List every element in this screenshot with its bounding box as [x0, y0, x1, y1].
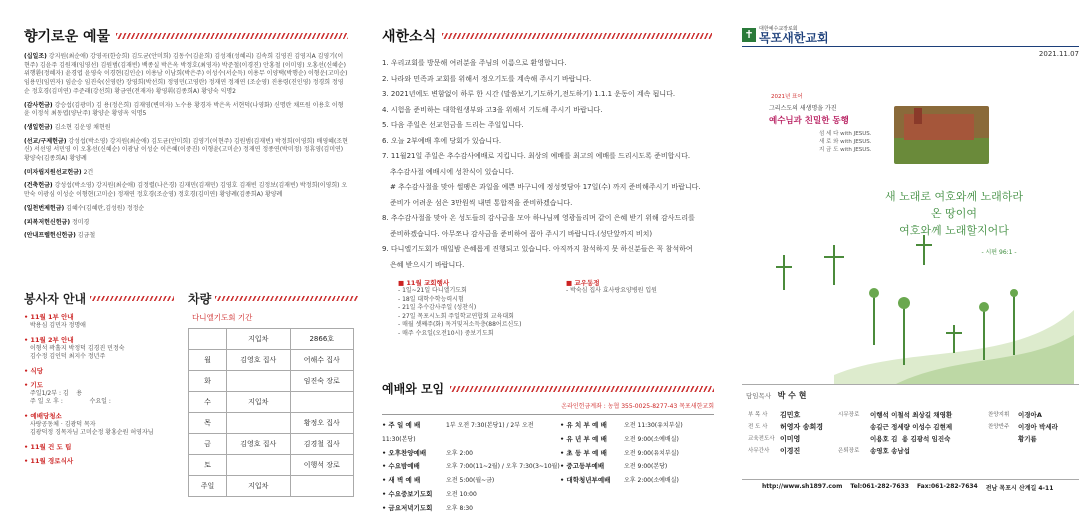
offering-names: 김금철 — [75, 232, 96, 240]
event-item: - 매주 수요일(오전10시) 중보기도회 — [398, 329, 494, 337]
denomination: 대한예수교장로회 — [759, 26, 798, 32]
offering-entry — [24, 138, 348, 164]
church-logo-icon: ✝ — [742, 28, 756, 42]
verse-line: 새 노래로 여호와께 노래하라 — [884, 190, 1023, 203]
title-divider — [116, 33, 348, 39]
news-item: 9. 다니엘기도회가 매일밤 은혜롭게 진행되고 있습니다. 아직까지 참석하지 못 하신분들은 꼭 참석하여 — [382, 245, 693, 253]
church-events — [398, 278, 566, 338]
staff-name: 김민호 — [780, 411, 801, 419]
website-link[interactable]: http://www.sh1897.com — [762, 483, 843, 490]
offering-label: (미자립지원선교헌금) — [24, 168, 82, 176]
table-cell: 지입차 — [227, 329, 291, 350]
table-cell: 지입차 — [227, 476, 291, 497]
motto-small: 그리스도의 새생명을 가진 — [769, 105, 837, 112]
worship-name: • 금요저녁기도회 — [382, 503, 433, 512]
table-cell: 목 — [189, 413, 227, 434]
member-news-list — [566, 287, 657, 296]
staff-role: 사무간사 — [748, 448, 770, 454]
offering-entry — [24, 219, 348, 228]
church-name-block — [759, 26, 829, 44]
offering-names: 김소현 김운영 채현원 — [52, 123, 111, 131]
column-news — [362, 0, 724, 516]
table-cell: 주일 — [189, 476, 227, 497]
worship-name: • 유 치 부 예 배 — [560, 421, 607, 429]
vehicle-subtitle: 다니엘기도회 기간 — [192, 313, 253, 322]
volunteer-heading: • 11월 1부 안내 — [24, 313, 74, 321]
motto-line: 섬 세 다 with JESUS. — [819, 131, 872, 137]
news-item: 준비하겠습니다. 아무쪼나 감사금을 준비하여 꼽아 주시기 바랍니다.(성단앞까지 비치) — [390, 229, 653, 238]
staff-name: 이경진 — [780, 447, 801, 455]
worship-name: • 수요중보기도회 — [382, 489, 433, 498]
worship-name: • 초 등 부 예 배 — [560, 448, 607, 457]
vehicle-title: 차량 — [188, 290, 358, 307]
table-row — [189, 413, 354, 434]
worship-row — [560, 447, 683, 461]
table-cell: 토 — [189, 455, 227, 476]
offering-entry — [24, 102, 348, 119]
title-divider — [450, 386, 714, 392]
staff-role: 부 목 사 — [748, 412, 768, 418]
news-item: 7. 11월21일 주일은 추수감사예배로 지킵니다. 최상의 예배를 최고의 예배를 드리시도록 준비합시다. — [382, 152, 691, 160]
motto-year: 2021년 표어 — [771, 94, 803, 100]
vehicle-section — [188, 290, 358, 497]
table-cell: 지입차 — [227, 392, 291, 413]
accompanist-label: 찬양반주 — [988, 424, 1010, 430]
table-row — [189, 392, 354, 413]
staff-row — [748, 409, 838, 421]
header-rule — [742, 46, 1079, 47]
worship-section — [382, 380, 714, 516]
worship-row — [560, 474, 683, 488]
motto-line: 새 로 와 with JESUS. — [819, 139, 872, 145]
offering-entry — [24, 169, 348, 178]
volunteer-item — [24, 313, 174, 331]
offering-names: 강성섭(박소영) 강지원(최순애) 김정렬(나은경) 김재민(김재민) 김영호 김재빈 김정보(김재빈) 박정희(이영희) 오만숙 이광심 이성순 이형현(고미순) 정재연 정호경(조순영) 정호경(김미연) 황양례(김종희A) 황양례 — [24, 182, 348, 199]
news-list — [382, 56, 712, 273]
church-header — [742, 26, 1079, 44]
news-item: # 추수감사절을 맞아 썰팽은 과일을 예쁜 바구니에 정성껏담아 17일(수) 까지 준비해주시기 바랍니다. — [390, 183, 701, 191]
volunteer-item — [24, 457, 174, 466]
worship-time: 오전 9:00(유치부실) — [624, 449, 679, 457]
crosses-illustration — [754, 215, 1074, 385]
worship-row — [560, 433, 683, 447]
elders-label: 시무장로 — [838, 412, 860, 418]
worship-time: 오전 10:00 — [446, 490, 477, 498]
event-item: - 매월 셋째주(화) 독거및저소득층(88어르신도) — [398, 321, 522, 328]
volunteers-list — [24, 313, 174, 466]
volunteer-heading: • 11월 건 도 팀 — [24, 442, 72, 451]
worship-list-left — [382, 419, 560, 516]
staff-row — [748, 421, 838, 433]
staff-section — [742, 384, 1079, 492]
worship-schedule — [382, 414, 714, 516]
retired-names: 송영호 송남섭 — [870, 447, 910, 455]
offering-label: (선교/구제헌금) — [24, 137, 67, 145]
retired-label: 은퇴장로 — [838, 448, 860, 454]
table-cell: 금 — [189, 434, 227, 455]
volunteer-item — [24, 381, 174, 407]
table-cell — [227, 371, 291, 392]
member-news-title: ■ 교우동정 — [566, 279, 600, 287]
worship-name: • 주 일 예 배 — [382, 421, 421, 429]
news-item: 추수감사절 예배시에 성찬식이 있습니다. — [390, 167, 514, 176]
volunteer-item — [24, 367, 174, 376]
volunteers-title: 봉사자 안내 — [24, 290, 174, 307]
contact-bar — [742, 479, 1079, 492]
elders-block — [838, 409, 988, 457]
table-cell: 수 — [189, 392, 227, 413]
volunteer-item — [24, 412, 174, 438]
offering-label: (생일헌금) — [24, 123, 53, 131]
news-item: 8. 추수감사절을 맞아 온 성도들의 감사금을 모아 하나님께 영광돌리며 같이 은혜 받기 위해 감사드리를 — [382, 214, 695, 222]
table-row — [189, 371, 354, 392]
table-cell: 월 — [189, 350, 227, 371]
worship-row — [382, 419, 560, 447]
event-item: - 21일 추수감사주일 (성찬식) — [398, 304, 477, 311]
title-divider — [442, 33, 712, 39]
offering-label: (일천번제헌금) — [24, 204, 65, 212]
table-row — [189, 455, 354, 476]
offerings-title: 향기로운 예물 — [24, 26, 348, 46]
table-row — [189, 350, 354, 371]
worship-row — [560, 419, 683, 433]
worship-list-right — [560, 419, 683, 516]
table-cell: 황정오 집사 — [290, 413, 354, 434]
event-item: - 27일 목포시노회 주일학교연합회 교육대회 — [398, 312, 514, 320]
news-item: 4. 시험을 준비하는 대학원생부와 고3을 위해서 기도해 주시기 바랍니다. — [382, 105, 603, 114]
staff-name: 허영자 송희경 — [780, 423, 824, 431]
worship-time: 오전 9:00(본당) — [624, 463, 668, 471]
worship-time: 오전 11:30(유치부실) — [624, 422, 683, 429]
church-photo — [894, 106, 989, 164]
church-events-list — [398, 287, 566, 338]
staff-grid — [742, 409, 1079, 457]
table-cell — [227, 413, 291, 434]
news-title: 새한소식 — [382, 26, 712, 46]
volunteer-item — [24, 336, 174, 362]
worship-row — [382, 447, 560, 461]
church-events-title: ■ 11월 교회행사 — [398, 279, 450, 287]
worship-name: • 대학청년부예배 — [560, 476, 611, 485]
offering-label: (건축헌금) — [24, 182, 53, 190]
volunteer-heading: • 기도 — [24, 380, 43, 389]
news-item: 6. 오늘 2부예배 후에 당회가 있습니다. — [382, 136, 502, 145]
worship-row — [382, 460, 560, 474]
offering-label: (안내프렐헌신헌금) — [24, 232, 76, 240]
conductor-label: 찬양지휘 — [988, 412, 1010, 418]
bulletin-date: 2021.11.07 — [1038, 50, 1079, 58]
worship-name: • 새 벽 예 배 — [382, 476, 421, 485]
pastor-line: 담임목사 박 수 현 — [746, 391, 807, 400]
table-cell: 이행석 장로 — [290, 455, 354, 476]
staff-row — [748, 445, 838, 457]
volunteer-names: 사랑공동체 · 김광덕 목자 김광덕정 징목자님 고미순정 황홍순원 허영자님 — [30, 420, 154, 436]
offering-label: (감사헌금) — [24, 101, 53, 109]
vehicle-table — [188, 328, 354, 497]
news-item: 2. 나라와 민족과 교회를 위해서 정오기도를 계속해 주시기 바랍니다. — [382, 74, 592, 83]
offering-entry — [24, 205, 348, 214]
table-cell — [189, 329, 227, 350]
offerings-list — [24, 53, 348, 241]
worship-title: 예배와 모임 — [382, 380, 714, 397]
church-name: 목포새한교회 — [759, 31, 829, 45]
worship-time: 오후 2:00 — [446, 449, 473, 457]
worship-time: 오전 5:00(월~금) — [446, 477, 495, 485]
worship-name: • 오후찬양예배 — [382, 448, 427, 457]
title-divider — [90, 296, 174, 301]
table-cell: 화 — [189, 371, 227, 392]
online-account: 온라인헌금계좌 : 농협 355-0025-8277-43 목포새한교회 — [561, 403, 714, 410]
volunteer-item — [24, 443, 174, 452]
pastor-name: 박 수 현 — [777, 391, 807, 400]
table-row — [189, 476, 354, 497]
staff-role: 교육전도사 — [748, 436, 775, 442]
elders-names: 이행석 이철석 최상길 채영환 송길근 정세량 이성수 김현제 이용호 김 용 김광석 임진숙 — [870, 411, 953, 443]
worship-row — [382, 488, 560, 502]
verse-line: 여호와께 노래할지어다 — [899, 224, 1009, 237]
table-cell: 어해수 집사 — [290, 350, 354, 371]
accompanist-names: 이경아 박세라 황기름 — [1018, 423, 1058, 443]
table-cell: 2866호 — [290, 329, 354, 350]
volunteer-heading: • 11월 2부 안내 — [24, 335, 74, 344]
volunteer-heading: • 11월 경로식사 — [24, 456, 74, 465]
table-cell — [227, 455, 291, 476]
music-block — [988, 409, 1058, 457]
event-item: - 1일~21일 다니엘기도회 — [398, 287, 467, 294]
verse-line: 온 땅이여 — [930, 207, 977, 220]
motto-line: 지 금 도 with JESUS. — [819, 147, 872, 153]
offering-names: 강성섭(박소영) 강지원(최순애) 김도균(안미희) 김영기(이현주) 김원범(김재빈) 박정희(이영희) 배영혜(조현신) 서선영 서민영 이 오홍선(신혜순) 이광남 이성순 이은혜(이중진) 이형윤(고미순) 정재연 정종연(박미정) 정휴영(김미연) 황양숙(김종희A) 황양례 — [24, 137, 348, 163]
offering-label: (피복저헌신헌금) — [24, 218, 71, 226]
conductor-name: 이경아A — [1018, 411, 1042, 419]
verse-reference: - 시편 96:1 - — [981, 249, 1017, 256]
table-row — [189, 329, 354, 350]
offering-names: 강지원(최순애) 강영곡(한승희) 김도균(안미희) 김동수(김윤희) 김성재(성혜리) 김속희 김영진 김영지A 김영기(이현주) 김윤주 김원재(임영선) 김원범(김재빈) 백종실 박은옥 박정호(최영자) 박준철(이경진) 안홍철 (이미영) 오홍선(신혜순) 위행환(정혜자) 윤경엽 윤영숙 이경현(김인순) 이용남 이남희(박은주) 이성수(서순득) 이용무 이양택(박행순) 이형운(고미순) 임용민(임연자) 임순승 임진숙(신영란) 장영희(박선희) 정영민(고영란) 정재연 정재연 (조순영) 진용령(진인영) 정경희 정영순 정호경(김미연) 주준래(강선희) 황금연(전재자) 황영휘(김종희A) 황양숙 익명2 — [24, 53, 348, 95]
worship-time: 오후 8:30 — [446, 504, 473, 512]
table-cell: 임진숙 장로 — [290, 371, 354, 392]
offering-entry — [24, 124, 348, 133]
column-offerings — [0, 0, 362, 516]
offering-entry — [24, 53, 348, 97]
staff-role: 전 도 사 — [748, 424, 768, 430]
offering-names: 2건 — [81, 168, 94, 176]
worship-time: 오전 9:00(소예배실) — [624, 435, 679, 443]
phone: Tel:061-282-7633 — [850, 483, 909, 490]
title-divider — [215, 296, 358, 301]
worship-time: 오후 2:00(소예배실) — [624, 477, 679, 485]
events-box — [398, 278, 708, 338]
worship-name: • 중고등부예배 — [560, 462, 605, 471]
volunteer-heading: • 예배당청소 — [24, 411, 62, 420]
news-item: 5. 다음 주일은 선교헌금을 드리는 주일입니다. — [382, 121, 524, 129]
volunteer-names: 주일1/2부 : 김 용 주 일 오 후 : 수요일 : — [30, 389, 111, 405]
volunteer-names: 이형석 곽홀지 박정덕 김경진 민정숙 김수정 김인덕 최지수 정년주 — [30, 344, 125, 360]
worship-time: 오후 7:00(11~2월) / 오후 7:30(3~10월) — [446, 463, 560, 471]
event-item: - 18일 대학수학능력시험 — [398, 295, 464, 303]
worship-time: 1부 오전 7:30(본당1) / 2부 오전 11:30(본당) — [382, 422, 534, 443]
worship-row — [382, 474, 560, 488]
motto-block — [769, 92, 989, 154]
table-cell: 김영호 집사 — [227, 350, 291, 371]
member-news-item: - 박숙심 집사 효사랑요양병원 입원 — [566, 287, 657, 294]
motto-main: 예수님과 친밀한 동행 — [769, 116, 849, 126]
fax: Fax:061-282-7634 — [916, 483, 978, 490]
worship-row — [382, 502, 560, 516]
column-cover — [724, 0, 1091, 516]
offering-label: (십일조) — [24, 53, 47, 60]
table-cell — [290, 392, 354, 413]
worship-name: • 유 년 부 예 배 — [560, 434, 607, 443]
offering-entry — [24, 232, 348, 241]
news-item: 은혜 받으시기 바랍니다. — [390, 260, 465, 269]
volunteers-section — [24, 290, 174, 471]
staff-row — [748, 433, 838, 445]
address: 전남 목포시 산계길 4-11 — [985, 485, 1054, 492]
table-cell: 김경철 집사 — [290, 434, 354, 455]
member-news — [566, 278, 657, 338]
volunteer-names: 박용심 김민자 정명애 — [30, 322, 86, 329]
offering-names: 김혜수(김혜란,김성원) 정정순 — [64, 204, 145, 212]
worship-row — [560, 460, 683, 474]
table-row — [189, 434, 354, 455]
news-item: 1. 우리교회를 방문해 여러분을 주님의 이름으로 환영합니다. — [382, 59, 567, 67]
offering-names: 정미경 — [70, 218, 90, 226]
offering-entry — [24, 182, 348, 199]
news-item: 준비가 어려운 섬은 3만원씩 내면 통합적을 준비하겠습니다. — [390, 198, 573, 207]
offering-names: 강승섭(김광미) 김 용(정은희) 김재영(변미자) 노수용 황경자 박은옥 서현덕(나영화) 신명란 채뜨원 이용호 이형윤 이정석 최동엽(양난주) 황양순 황양옥 익명5 — [24, 101, 344, 118]
worship-name: • 수요밤예배 — [382, 462, 420, 471]
staff-list — [742, 409, 838, 457]
volunteer-heading: • 식당 — [24, 366, 43, 375]
table-cell: 김영호 집사 — [227, 434, 291, 455]
table-cell — [290, 476, 354, 497]
staff-name: 이미영 — [780, 435, 801, 443]
news-item: 3. 2021년에도 변함없이 하루 한 시간 (말씀보기,기도하기,전도하기) 1.1.1 운동이 계속 됩니다. — [382, 90, 676, 98]
